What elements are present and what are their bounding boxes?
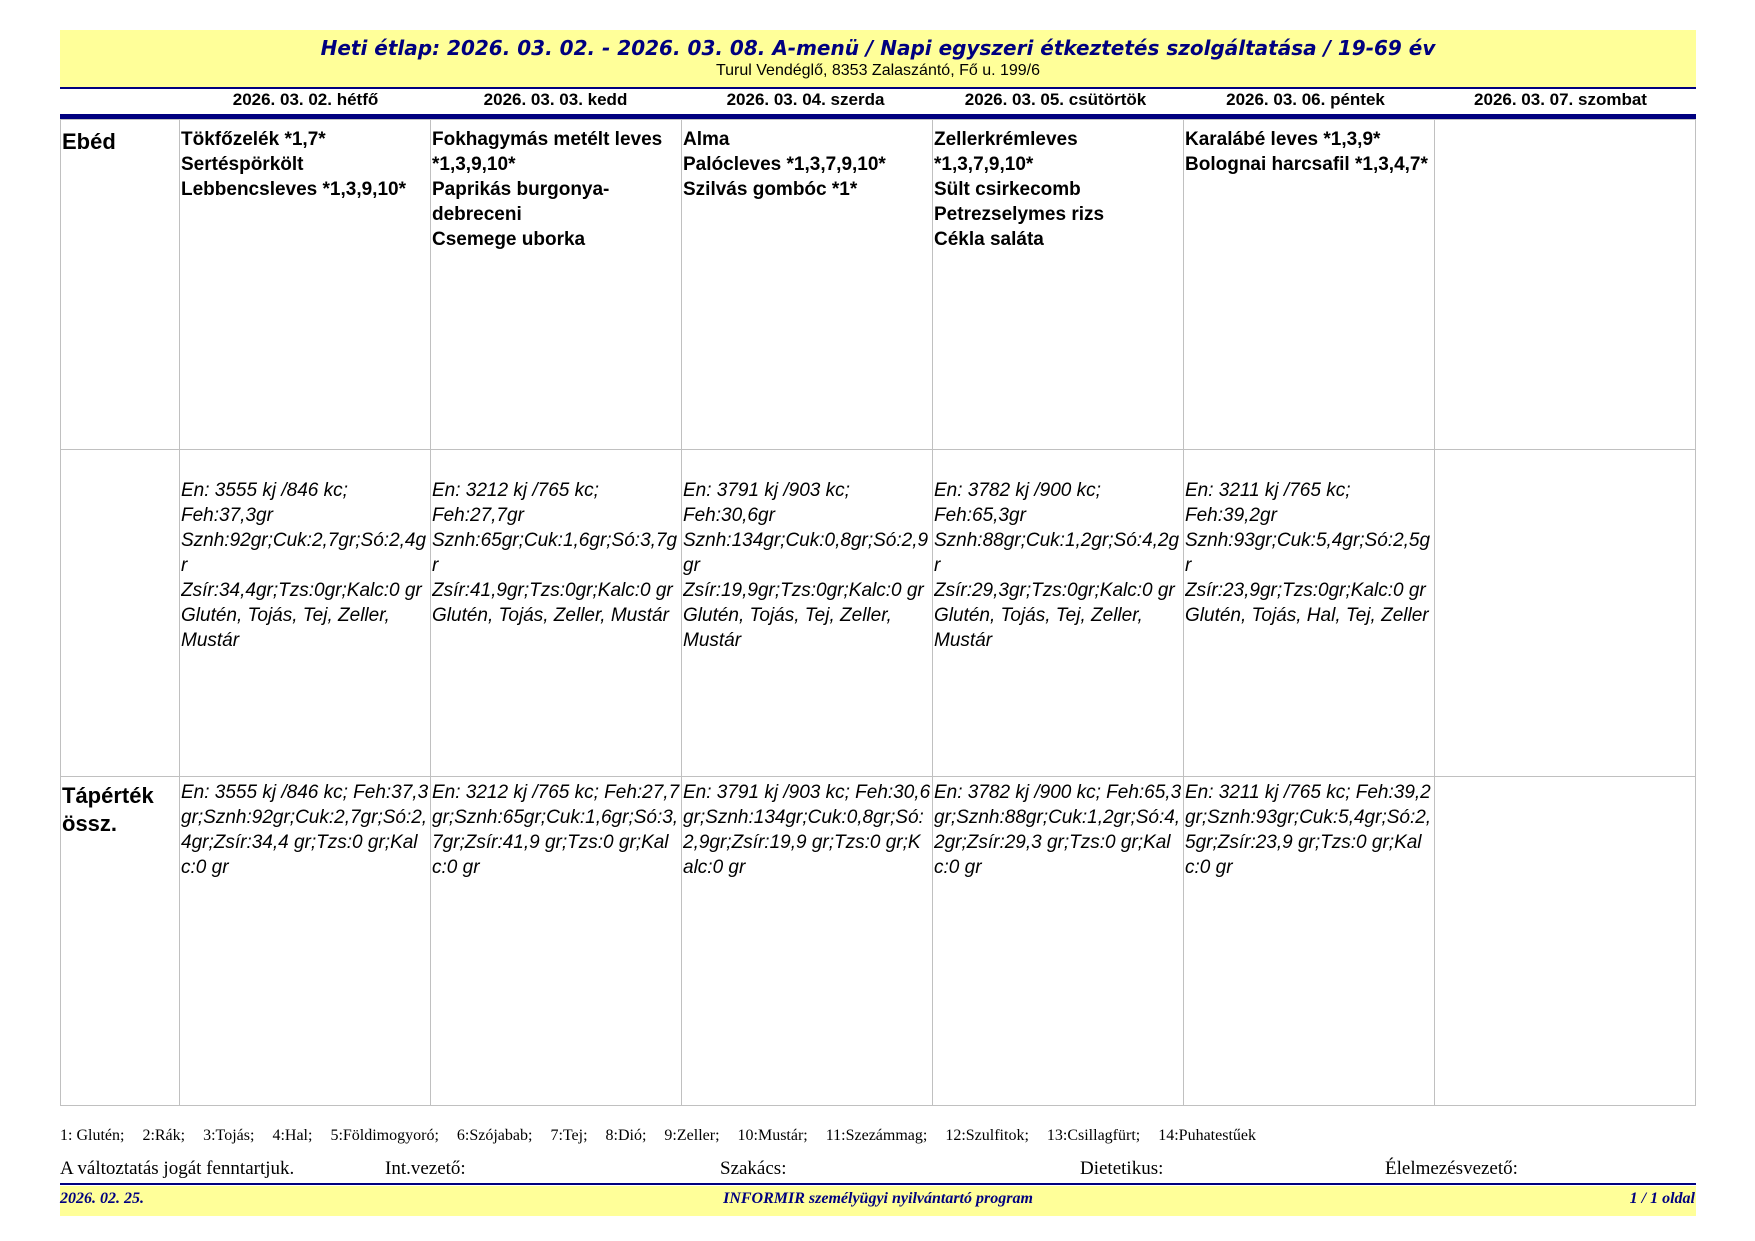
allergen-line: Glutén, Tojás, Tej, Zeller, Mustár <box>181 605 390 651</box>
grid-vline <box>1183 119 1184 1106</box>
nutrition-cell-thu <box>934 478 1182 653</box>
row-label-ebed: Ebéd <box>62 129 116 154</box>
legend-item: 1: Glutén; <box>60 1127 125 1144</box>
nutrition-line: Zsír:29,3gr;Tzs:0gr;Kalc:0 gr <box>934 580 1175 601</box>
meal-item: Alma <box>683 129 730 150</box>
nutrition-cell-tue <box>432 478 680 628</box>
grid-hline <box>60 776 1696 777</box>
nutrition-cell-mon <box>181 478 429 653</box>
nutrition-line: En: 3555 kj /846 kc; <box>181 480 348 501</box>
totals-cell-wed: En: 3791 kj /903 kc; Feh:30,6 gr;Sznh:134gr;Cuk:0,8gr;Só:2,9gr;Zsír:19,9 gr;Tzs:0 gr;Kalc:0 gr <box>683 782 931 878</box>
legend-item: 8:Dió; <box>605 1127 647 1144</box>
szakacs-label: Szakács: <box>720 1158 787 1179</box>
nutrition-cell-wed <box>683 478 931 653</box>
grid-vline <box>1434 119 1435 1106</box>
footer-date: 2026. 02. 25. <box>60 1190 144 1207</box>
meal-item: Tökfőzelék *1,7* <box>181 129 326 150</box>
meal-item: Petrezselymes rizs <box>934 204 1105 225</box>
meal-cell-fri <box>1185 127 1433 177</box>
nutrition-cell-fri <box>1185 478 1433 628</box>
int-vezeto-label: Int.vezető: <box>385 1158 466 1179</box>
meal-item: Cékla saláta <box>934 229 1044 250</box>
allergen-line: Glutén, Tojás, Hal, Tej, Zeller <box>1185 605 1429 626</box>
legend-item: 6:Szójabab; <box>456 1127 533 1144</box>
legend-item: 2:Rák; <box>142 1127 186 1144</box>
day-header-sat: 2026. 03. 07. szombat <box>1474 90 1647 109</box>
totals-cell-mon: En: 3555 kj /846 kc; Feh:37,3 gr;Sznh:92gr;Cuk:2,7gr;Só:2,4gr;Zsír:34,4 gr;Tzs:0 gr;Kalc:0 gr <box>181 782 429 878</box>
meal-cell-thu <box>934 127 1182 252</box>
nutrition-line: Zsír:41,9gr;Tzs:0gr;Kalc:0 gr <box>432 580 673 601</box>
footer-divider <box>60 1183 1696 1185</box>
page-title: Heti étlap: 2026. 03. 02. - 2026. 03. 08. A-menü / Napi egyszeri étkeztetés szolgáltatása / 19-69 év <box>320 36 1436 60</box>
meal-item: Palócleves *1,3,7,9,10* <box>683 154 886 175</box>
day-header-fri: 2026. 03. 06. péntek <box>1226 90 1385 109</box>
nutrition-line: En: 3211 kj /765 kc; <box>1185 480 1351 501</box>
nutrition-line: En: 3791 kj /903 kc; <box>683 480 850 501</box>
meal-item: Zellerkrémleves *1,3,7,9,10* <box>934 129 1078 175</box>
allergen-line: Glutén, Tojás, Tej, Zeller, Mustár <box>934 605 1143 651</box>
day-header-tue: 2026. 03. 03. kedd <box>483 90 628 109</box>
nutrition-line: En: 3782 kj /900 kc; <box>934 480 1101 501</box>
meal-cell-mon <box>181 127 429 202</box>
dietetikus-label: Dietetikus: <box>1080 1158 1164 1179</box>
legend-item: 14:Puhatestűek <box>1158 1127 1256 1144</box>
day-header-mon: 2026. 03. 02. hétfő <box>232 90 379 109</box>
nutrition-line: Feh:37,3gr <box>181 505 273 526</box>
meal-item: Sertéspörkölt <box>181 154 304 175</box>
meal-cell-tue <box>432 127 680 252</box>
nutrition-line: Sznh:93gr;Cuk:5,4gr;Só:2,5gr <box>1185 530 1431 576</box>
meal-item: Paprikás burgonya-debreceni <box>432 179 610 225</box>
footer-page: 1 / 1 oldal <box>1629 1190 1695 1207</box>
grid-vline <box>932 119 933 1106</box>
nutrition-line: Zsír:19,9gr;Tzs:0gr;Kalc:0 gr <box>683 580 924 601</box>
nutrition-line: Feh:65,3gr <box>934 505 1026 526</box>
nutrition-line: Sznh:88gr;Cuk:1,2gr;Só:4,2gr <box>934 530 1180 576</box>
meal-item: Sült csirkecomb <box>934 179 1081 200</box>
row-label-taperteket: Tápérték össz. <box>62 783 154 836</box>
day-header-thu: 2026. 03. 05. csütörtök <box>964 90 1147 109</box>
allergen-line: Glutén, Tojás, Zeller, Mustár <box>432 605 669 626</box>
meal-item: Bolognai harcsafil *1,3,4,7* <box>1185 154 1428 175</box>
grid-vline <box>430 119 431 1106</box>
nutrition-line: Zsír:23,9gr;Tzs:0gr;Kalc:0 gr <box>1185 580 1426 601</box>
legend-item: 12:Szulfitok; <box>945 1127 1029 1144</box>
meal-item: Fokhagymás metélt leves *1,3,9,10* <box>432 129 663 175</box>
nutrition-line: Zsír:34,4gr;Tzs:0gr;Kalc:0 gr <box>181 580 422 601</box>
nutrition-line: Feh:39,2gr <box>1185 505 1277 526</box>
grid-vline <box>681 119 682 1106</box>
day-header-wed: 2026. 03. 04. szerda <box>726 90 885 109</box>
header-divider <box>60 87 1696 89</box>
page-subtitle: Turul Vendéglő, 8353 Zalaszántó, Fő u. 199/6 <box>715 62 1041 79</box>
meal-item: Szilvás gombóc *1* <box>683 179 858 200</box>
totals-cell-thu: En: 3782 kj /900 kc; Feh:65,3 gr;Sznh:88gr;Cuk:1,2gr;Só:4,2gr;Zsír:29,3 gr;Tzs:0 gr;Kalc:0 gr <box>934 782 1182 878</box>
notice-text: A változtatás jogát fenntartjuk. <box>60 1158 295 1179</box>
allergen-line: Glutén, Tojás, Tej, Zeller, Mustár <box>683 605 892 651</box>
grid-vline <box>179 119 180 1106</box>
meal-item: Lebbencsleves *1,3,9,10* <box>181 179 406 200</box>
legend-item: 5:Földimogyoró; <box>330 1127 439 1144</box>
footer-program: INFORMIR személyügyi nyilvántartó program <box>723 1190 1033 1207</box>
meal-item: Karalábé leves *1,3,9* <box>1185 129 1381 150</box>
nutrition-line: Sznh:65gr;Cuk:1,6gr;Só:3,7gr <box>432 530 678 576</box>
legend-item: 4:Hal; <box>272 1127 313 1144</box>
legend-item: 3:Tojás; <box>203 1127 255 1144</box>
allergen-legend <box>60 1127 1696 1145</box>
totals-cell-tue: En: 3212 kj /765 kc; Feh:27,7 gr;Sznh:65gr;Cuk:1,6gr;Só:3,7gr;Zsír:41,9 gr;Tzs:0 gr;Kalc:0 gr <box>432 782 680 878</box>
legend-item: 13:Csillagfürt; <box>1046 1127 1141 1144</box>
meal-item: Csemege uborka <box>432 229 586 250</box>
nutrition-line: Feh:30,6gr <box>683 505 775 526</box>
legend-item: 11:Szezámmag; <box>825 1127 928 1144</box>
legend-item: 7:Tej; <box>550 1127 588 1144</box>
grid-hline <box>60 449 1696 450</box>
elelmezesvezeto-label: Élelmezésvezető: <box>1385 1158 1518 1179</box>
legend-item: 9:Zeller; <box>664 1127 720 1144</box>
meal-cell-wed <box>683 127 931 202</box>
nutrition-line: Sznh:134gr;Cuk:0,8gr;Só:2,9gr <box>683 530 929 576</box>
nutrition-line: En: 3212 kj /765 kc; <box>432 480 599 501</box>
nutrition-line: Sznh:92gr;Cuk:2,7gr;Só:2,4gr <box>181 530 427 576</box>
nutrition-line: Feh:27,7gr <box>432 505 524 526</box>
legend-item: 10:Mustár; <box>737 1127 808 1144</box>
totals-cell-fri: En: 3211 kj /765 kc; Feh:39,2 gr;Sznh:93gr;Cuk:5,4gr;Só:2,5gr;Zsír:23,9 gr;Tzs:0 gr;Kalc:0 gr <box>1185 782 1432 878</box>
